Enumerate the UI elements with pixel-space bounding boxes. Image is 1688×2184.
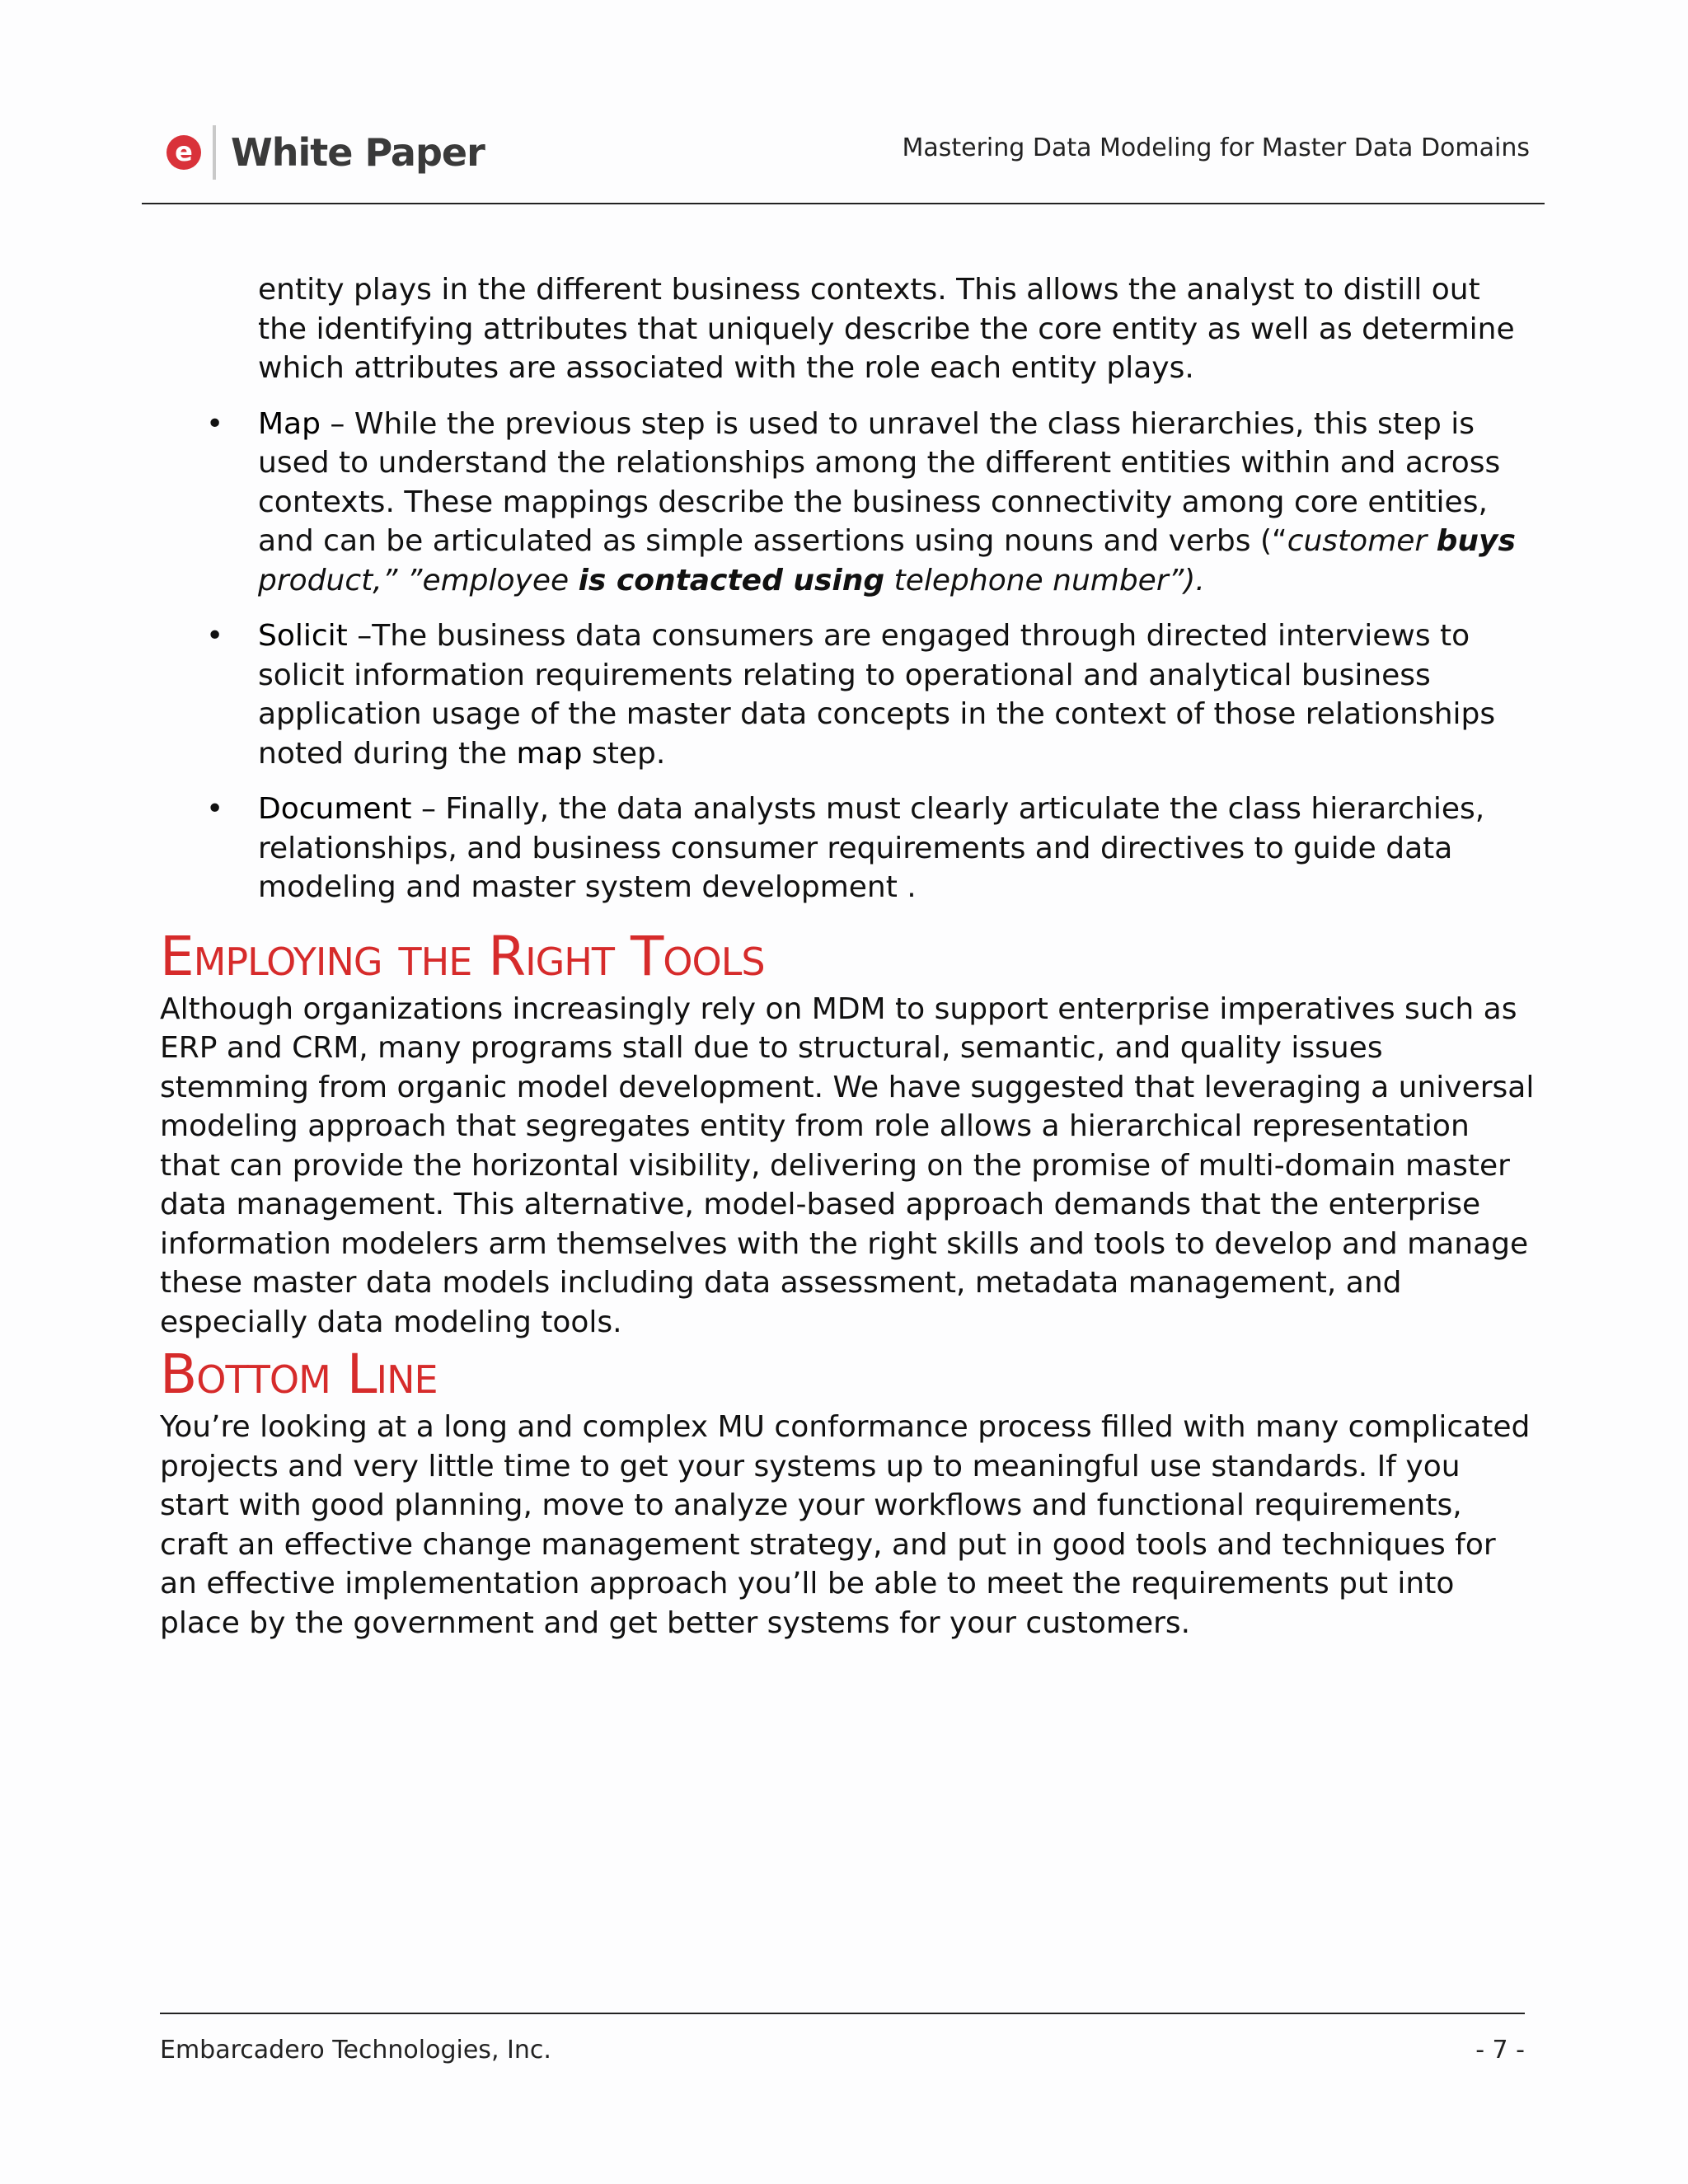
step-text-tail: step. <box>582 736 666 771</box>
document-title: Mastering Data Modeling for Master Data Domains <box>902 134 1530 162</box>
example-verb: buys <box>1436 524 1516 558</box>
step-term: Map <box>258 406 321 441</box>
example-object: telephone number”). <box>884 563 1205 598</box>
continuation-paragraph: entity plays in the different business contexts. This allows the analyst to distill out the identifying attributes that uniquely describe the core entity as well as determine which attributes are associated with the role each entity plays. <box>258 273 1515 385</box>
bullet-icon: • <box>206 406 224 441</box>
step-term: Document <box>258 792 412 826</box>
logo-divider <box>213 125 216 180</box>
example-noun: customer <box>1287 524 1437 558</box>
step-term: Solicit <box>258 619 348 653</box>
example-verb: is contacted using <box>578 563 885 598</box>
list-item-solicit <box>160 616 1535 773</box>
bullet-icon: • <box>206 619 224 653</box>
logo <box>166 125 485 180</box>
page-content <box>160 270 1535 1643</box>
section-body: You’re looking at a long and complex MU conformance process filled with many complicated projects and very little time to get your systems up to meaningful use standards. If you start with good planning, move to analyze your workflows and functional requirements, craft an effective change management strategy, and put in good tools and techniques for an effective implementation approach you’ll be able to meet the requirements put into place by the government and get better systems for your customers. <box>160 1410 1531 1640</box>
step-text: –The business data consumers are engaged through directed interviews to solicit information requirements relating to operational and analytical business application usage of the master data concepts in the context of those relationships noted during the <box>258 619 1496 771</box>
footer-company: Embarcadero Technologies, Inc. <box>160 2036 551 2064</box>
page-footer <box>160 2013 1525 2064</box>
footer-rule <box>160 2013 1525 2014</box>
logo-text: White Paper <box>231 130 485 175</box>
bullet-icon: • <box>206 792 224 826</box>
header-rule <box>142 203 1545 204</box>
list-item-map <box>160 405 1535 601</box>
step-text: – Finally, the data analysts must clearly articulate the class hierarchies, relationships, and business consumer requirements and directives to guide data modeling and master system development . <box>258 792 1485 904</box>
logo-e-icon: e <box>166 135 201 170</box>
example-object: product,” ”employee <box>258 563 579 598</box>
step-reference: map <box>516 736 583 771</box>
section-heading: Employing the Right Tools <box>160 924 765 988</box>
page-number: - 7 - <box>1475 2036 1525 2064</box>
step-text: – While the previous step is used to unravel the class hierarchies, this step is used to understand the relationships among the different entities within and across contexts. These mappings describe the business connectivity among core entities, and can be articulated as simple assertions using nouns and verbs (“ <box>258 406 1501 558</box>
section-body: Although organizations increasingly rely on MDM to support enterprise imperatives such as ERP and CRM, many programs stall due to structural, semantic, and quality issues stemming from organic model development. We have suggested that leveraging a universal modeling approach that segregates entity from role allows a hierarchical representation that can provide the horizontal visibility, delivering on the promise of multi-domain master data management. This alternative, model-based approach demands that the enterprise information modelers arm themselves with the right skills and tools to develop and manage these master data models including data assessment, metadata management, and especially data modeling tools. <box>160 991 1535 1339</box>
page-header <box>142 115 1545 204</box>
steps-list <box>160 405 1535 907</box>
section-heading: Bottom Line <box>160 1343 438 1406</box>
list-item-document <box>160 790 1535 907</box>
